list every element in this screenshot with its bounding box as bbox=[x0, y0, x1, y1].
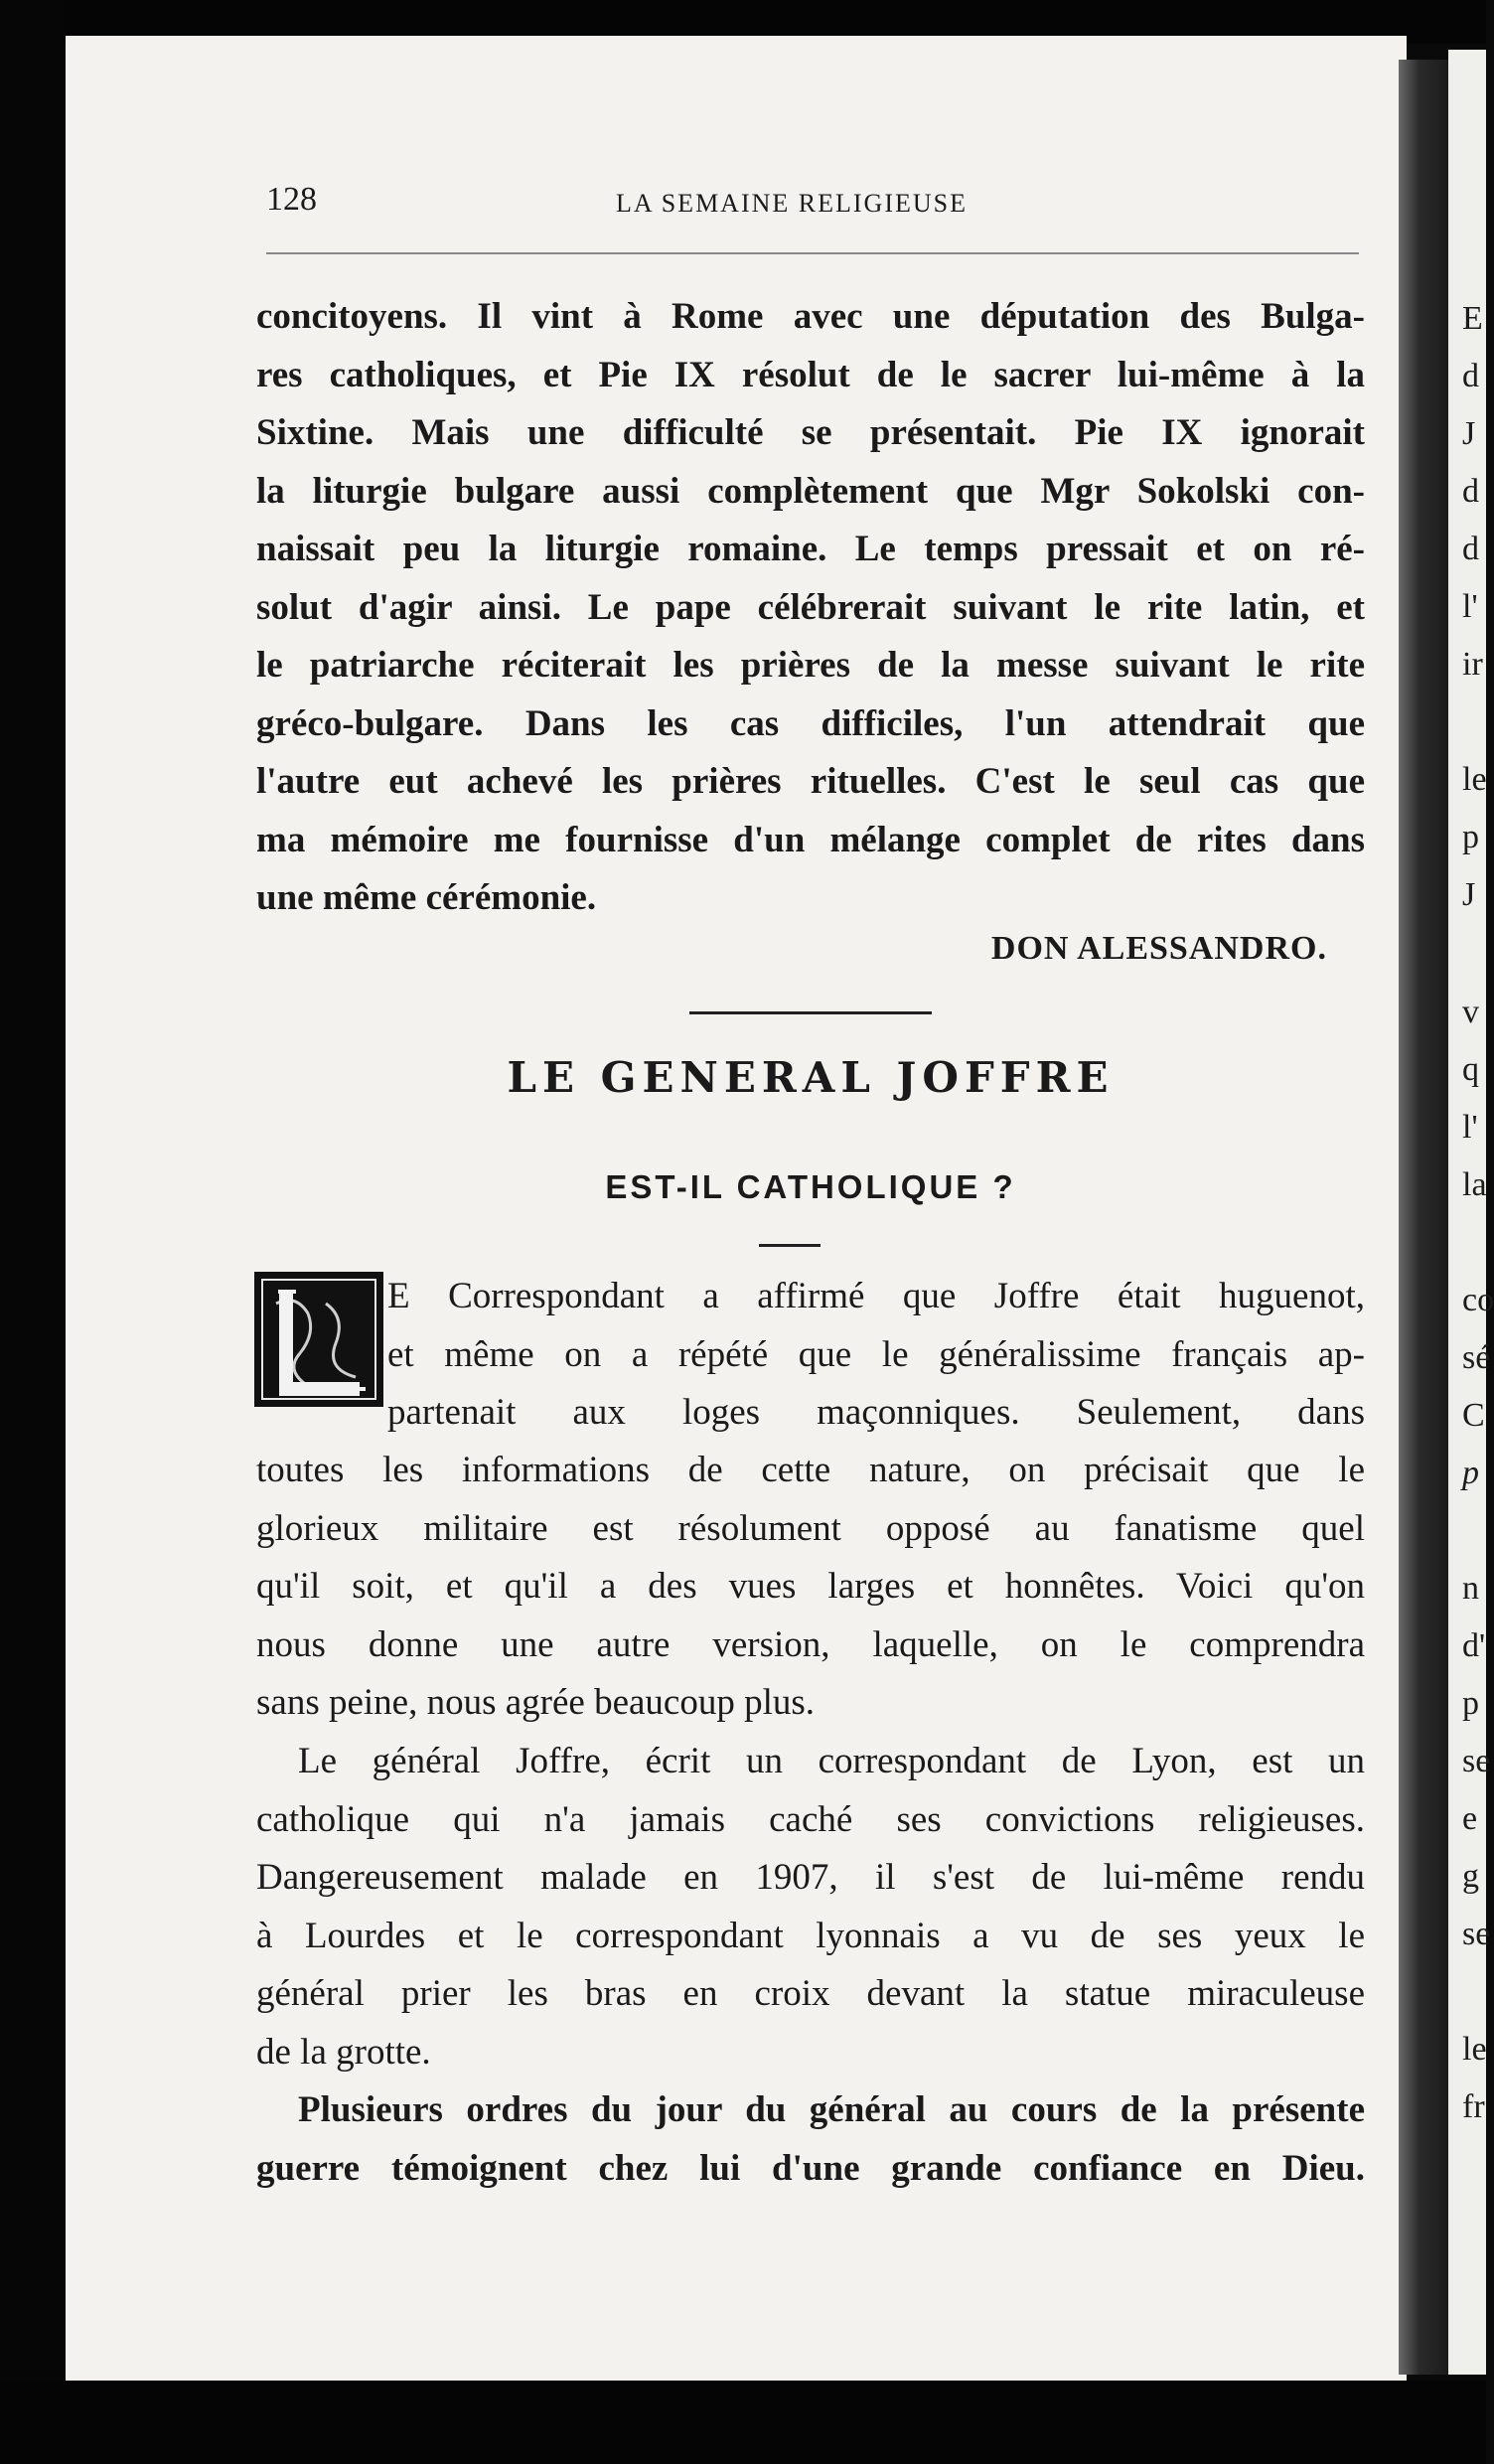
text-line: sans peine, nous agrée beaucoup plus. bbox=[256, 1682, 816, 1723]
text-line: concitoyens. Il vint à Rome avec une députation des Bulga- bbox=[256, 296, 1365, 337]
scan-border-left bbox=[0, 0, 64, 2464]
adjacent-page-fragment: p bbox=[1462, 1685, 1479, 1722]
adjacent-page-fragment: le bbox=[1462, 2031, 1487, 2068]
adjacent-page-fragment: J bbox=[1462, 415, 1476, 452]
text-line: partenait aux loges maçonniques. Seulement, dans bbox=[387, 1392, 1365, 1433]
header-rule bbox=[266, 252, 1359, 254]
author-signature: DON ALESSANDRO. bbox=[990, 930, 1327, 967]
adjacent-page-fragment: e bbox=[1462, 1800, 1478, 1837]
running-title: LA SEMAINE RELIGIEUSE bbox=[616, 189, 968, 218]
adjacent-page-fragment: p bbox=[1462, 819, 1479, 855]
adjacent-page-fragment: se bbox=[1462, 1916, 1491, 1952]
text-line: Plusieurs ordres du jour du général au cours de la présente bbox=[298, 2089, 1365, 2130]
adjacent-page-fragment: C bbox=[1462, 1397, 1485, 1434]
adjacent-page-fragment: d bbox=[1462, 473, 1479, 510]
drop-cap bbox=[254, 1272, 383, 1407]
adjacent-page-fragment: ir bbox=[1462, 646, 1483, 683]
text-line: la liturgie bulgare aussi complètement que Mgr Sokolski con- bbox=[256, 470, 1365, 512]
text-line: qu'il soit, et qu'il a des vues larges et honnêtes. Voici qu'on bbox=[256, 1566, 1365, 1607]
text-line: l'autre eut achevé les prières rituelles. C'est le seul cas que bbox=[256, 761, 1365, 802]
text-line: une même cérémonie. bbox=[256, 877, 597, 918]
text-line: E Correspondant a affirmé que Joffre était huguenot, bbox=[387, 1276, 1365, 1316]
article-subtitle: EST-IL CATHOLIQUE ? bbox=[605, 1168, 1016, 1205]
text-line: res catholiques, et Pie IX résolut de le sacrer lui-même à la bbox=[256, 354, 1365, 395]
text-line: gréco-bulgare. Dans les cas difficiles, l'un attendrait que bbox=[256, 702, 1365, 744]
text-line: le patriarche réciterait les prières de la messe suivant le rite bbox=[256, 645, 1365, 686]
adjacent-page-fragment: v bbox=[1462, 994, 1479, 1030]
section-rule bbox=[689, 1011, 932, 1014]
text-line: guerre témoignent chez lui d'une grande confiance en Dieu. bbox=[256, 2147, 1365, 2189]
text-line: de la grotte. bbox=[256, 2031, 431, 2073]
text-line: solut d'agir ainsi. Le pape célébrerait suivant le rite latin, et bbox=[256, 586, 1365, 628]
adjacent-page-fragment: n bbox=[1462, 1570, 1479, 1607]
running-header bbox=[266, 181, 1359, 231]
subtitle-rule bbox=[759, 1244, 821, 1247]
adjacent-page-fragment: d bbox=[1462, 531, 1479, 567]
adjacent-page-fragment: se bbox=[1462, 1743, 1491, 1779]
text-line: naissait peu la liturgie romaine. Le temps pressait et on ré- bbox=[256, 529, 1365, 569]
adjacent-page-fragment: l' bbox=[1462, 1109, 1478, 1146]
adjacent-page-fragment: p bbox=[1462, 1455, 1479, 1491]
text-line: à Lourdes et le correspondant lyonnais a vu de ses yeux le bbox=[256, 1915, 1365, 1956]
adjacent-page-fragment: fr bbox=[1462, 2088, 1485, 2125]
text-line: toutes les informations de cette nature, on précisait que le bbox=[256, 1450, 1365, 1490]
adjacent-page-fragment: sé bbox=[1462, 1339, 1491, 1376]
text-line: général prier les bras en croix devant la statue miraculeuse bbox=[256, 1973, 1365, 2014]
drop-cap-ornament-icon bbox=[256, 1274, 381, 1405]
adjacent-page-fragment: g bbox=[1462, 1858, 1479, 1895]
text-line: Le général Joffre, écrit un correspondant de Lyon, est un bbox=[298, 1741, 1365, 1781]
page-number: 128 bbox=[266, 181, 317, 218]
paragraph-1 bbox=[256, 288, 1365, 928]
adjacent-page-fragment: co bbox=[1462, 1282, 1494, 1318]
adjacent-page-fragment: le bbox=[1462, 761, 1487, 798]
article-title: LE GENERAL JOFFRE bbox=[507, 1053, 1115, 1102]
text-line: ma mémoire me fournisse d'un mélange complet de rites dans bbox=[256, 819, 1365, 860]
text-line: Dangereusement malade en 1907, il s'est de lui-même rendu bbox=[256, 1857, 1365, 1898]
adjacent-page-fragment: l' bbox=[1462, 588, 1478, 625]
adjacent-page-fragment: d bbox=[1462, 358, 1479, 394]
text-line: et même on a répété que le généralissime français ap- bbox=[387, 1333, 1365, 1375]
adjacent-page-edge bbox=[1448, 50, 1494, 2375]
paragraph-2 bbox=[256, 1442, 1365, 1733]
adjacent-page-fragment: la bbox=[1462, 1166, 1487, 1203]
text-line: glorieux militaire est résolument opposé au fanatisme quel bbox=[256, 1507, 1365, 1549]
text-line: Sixtine. Mais une difficulté se présentait. Pie IX ignorait bbox=[256, 412, 1365, 453]
text-line: catholique qui n'a jamais caché ses convictions religieuses. bbox=[256, 1798, 1365, 1840]
paragraph-3 bbox=[256, 1733, 1365, 2081]
text-line: nous donne une autre version, laquelle, on le comprendra bbox=[256, 1623, 1365, 1665]
adjacent-page-fragment: E bbox=[1462, 300, 1483, 337]
scan-border-bottom bbox=[0, 2381, 1486, 2464]
intro-lines bbox=[387, 1268, 1365, 1443]
adjacent-page-fragment: q bbox=[1462, 1051, 1479, 1088]
page-gutter-shadow bbox=[1399, 60, 1450, 2375]
adjacent-page-fragment: d' bbox=[1462, 1627, 1486, 1664]
paragraph-4 bbox=[256, 2081, 1365, 2198]
adjacent-page-fragment: J bbox=[1462, 876, 1476, 913]
